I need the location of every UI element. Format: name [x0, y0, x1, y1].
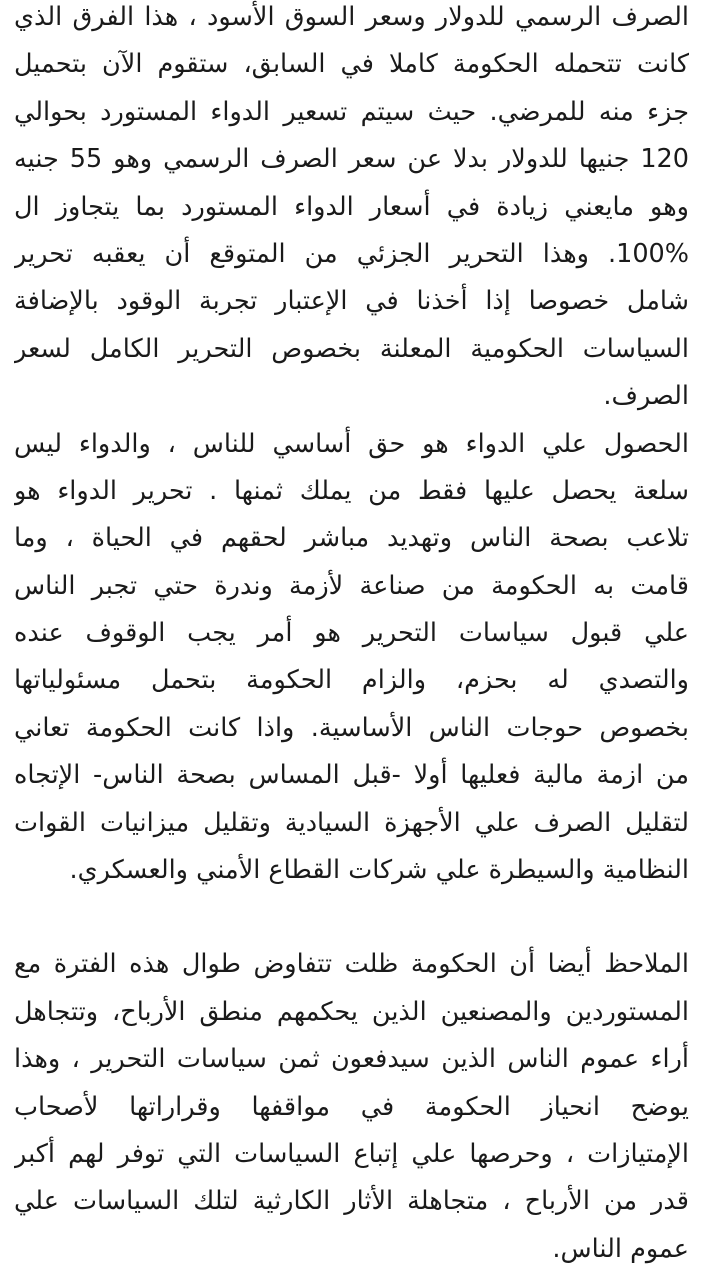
text-line: 100%. وهذا التحرير الجزئي من المتوقع أن يعقبه تحرير — [14, 238, 689, 269]
text-line: الصرف الرسمي للدولار وسعر السوق الأسود ، هذا الفرق الذي — [14, 2, 689, 32]
text-line: كانت تتحمله الحكومة كاملا في السابق، ستقوم الآن بتحميل — [14, 49, 689, 80]
text-line: تلاعب بصحة الناس وتهديد مباشر لحقهم في الحياة ، وما — [14, 523, 689, 554]
text-line: سلعة يحصل عليها فقط من يملك ثمنها . تحرير الدواء هو — [14, 475, 689, 506]
text-line: والتصدي له بحزم، والزام الحكومة بتحمل مسئولياتها — [14, 665, 689, 696]
paragraph-3 — [14, 941, 689, 1273]
paragraph-2 — [14, 421, 689, 895]
text-line: الملاحظ أيضا أن الحكومة ظلت تتفاوض طوال هذه الفترة مع — [14, 949, 689, 980]
text-line: 120 جنيها للدولار بدلا عن سعر الصرف الرسمي وهو 55 جنيه — [14, 144, 689, 175]
text-line: الحصول علي الدواء هو حق أساسي للناس ، والدواء ليس — [14, 428, 689, 459]
paragraph-1 — [14, 0, 689, 421]
text-line: أراء عموم الناس الذين سيدفعون ثمن سياسات التحرير ، وهذا — [14, 1044, 689, 1075]
text-line: المستوردين والمصنعين الذين يحكمهم منطق الأرباح، وتتجاهل — [14, 996, 689, 1027]
text-line: النظامية والسيطرة علي شركات القطاع الأمني والعسكري. — [69, 855, 689, 886]
text-line: من ازمة مالية فعليها أولا -قبل المساس بصحة الناس- الإتجاه — [14, 760, 689, 791]
text-line: قامت به الحكومة من صناعة لأزمة وندرة حتي تجبر الناس — [14, 570, 689, 601]
text-line: علي قبول سياسات التحرير هو أمر يجب الوقوف عنده — [14, 618, 689, 649]
text-line: عموم الناس. — [552, 1233, 689, 1264]
text-line: قدر من الأرباح ، متجاهلة الأثار الكارثية لتلك السياسات علي — [14, 1186, 689, 1217]
text-line: يوضح انحياز الحكومة في مواقفها وقراراتها لأصحاب — [14, 1091, 689, 1122]
text-line: السياسات الحكومية المعلنة بخصوص التحرير الكامل لسعر — [14, 333, 689, 364]
text-line: لتقليل الصرف علي الأجهزة السيادية وتقليل ميزانيات القوات — [14, 807, 689, 838]
text-line: شامل خصوصا إذا أخذنا في الإعتبار تجربة الوقود بالإضافة — [14, 286, 689, 317]
text-line: الصرف. — [603, 381, 689, 412]
text-line: الإمتيازات ، وحرصها علي إتباع السياسات التي توفر لهم أكبر — [14, 1138, 689, 1169]
text-line: وهو مايعني زيادة في أسعار الدواء المستورد بما يتجاوز ال — [14, 191, 689, 222]
text-line: بخصوص حوجات الناس الأساسية. واذا كانت الحكومة تعاني — [14, 712, 689, 743]
text-line: جزء منه للمرضي. حيث سيتم تسعير الدواء المستورد بحوالي — [14, 96, 689, 127]
